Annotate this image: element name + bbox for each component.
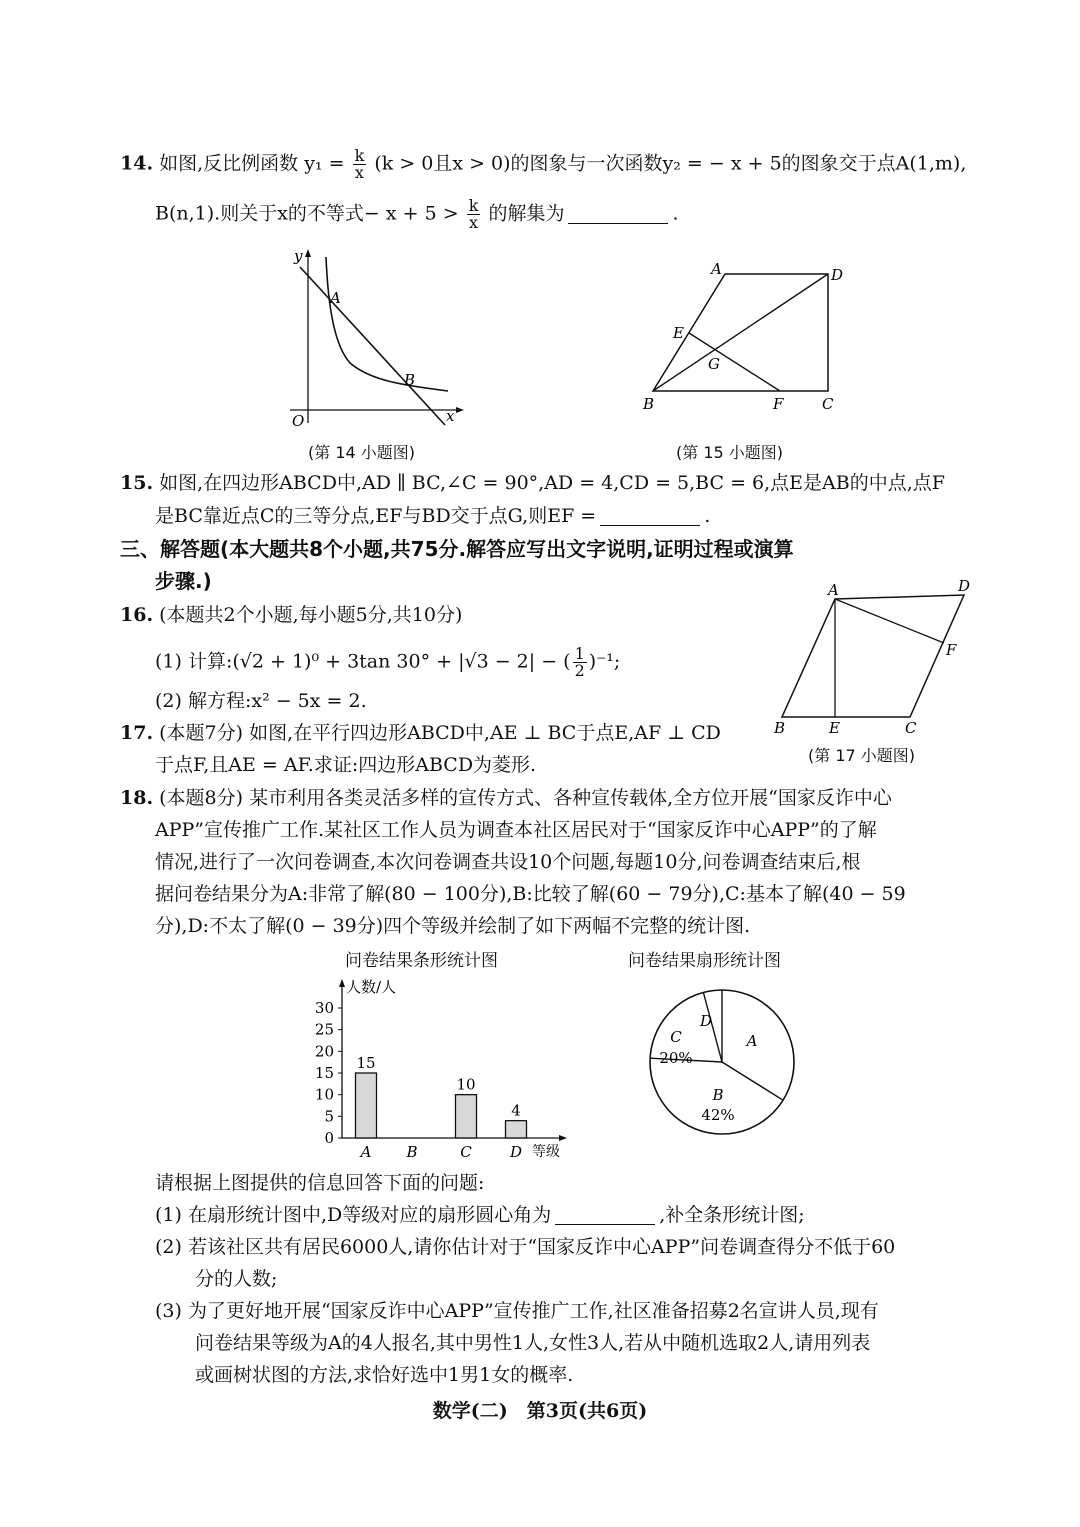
fig15-caption: (第 15 小题图) <box>676 443 784 462</box>
figure-14 <box>280 245 470 435</box>
bar-y-tick-label: 15 <box>314 1064 334 1082</box>
bar-x-arrow <box>559 1135 567 1141</box>
pie-slice-label: D <box>699 1012 713 1030</box>
q18-sub1-answer-blank <box>555 1206 655 1225</box>
fig14-hyperbola <box>326 257 448 391</box>
fig15-label-g: G <box>708 355 720 373</box>
pie-slice-label: C <box>670 1028 682 1046</box>
q16-fraction-one-half <box>573 646 587 679</box>
q18-sub2-line1: (2) 若该社区共有居民6000人,请你估计对于“国家反诈中心APP”问卷调查得分不低于60 <box>155 1236 896 1258</box>
q18-sub2-line2: 分的人数; <box>195 1268 278 1290</box>
bar-x-tick-label: B <box>406 1143 418 1161</box>
pie-slice-percent: 20% <box>659 1049 693 1067</box>
fig14-y-arrow <box>305 249 311 257</box>
fraction-denominator: x <box>354 163 364 182</box>
fig17-segment-af <box>835 599 944 643</box>
bar-y-arrow <box>339 979 345 987</box>
bar-chart <box>300 972 590 1162</box>
page-footer: 数学(二) 第3页(共6页) <box>432 1400 648 1422</box>
fig17-label-a: A <box>828 581 839 599</box>
bar <box>506 1121 527 1138</box>
fig14-line <box>300 267 445 425</box>
fig14-caption: (第 14 小题图) <box>308 443 416 462</box>
q18-sub3-line2: 问卷结果等级为A的4人报名,其中男性1人,女性3人,若从中随机选取2人,请用列表 <box>195 1332 871 1354</box>
fraction-denominator: x <box>469 213 479 232</box>
q14-y1: y₁ = <box>304 152 345 175</box>
q16-line1 <box>120 602 462 628</box>
q14-fraction-k-over-x-2 <box>467 198 481 231</box>
q14-number: 14. <box>120 152 154 175</box>
q15-number: 15. <box>120 472 154 494</box>
fig17-label-d: D <box>958 577 971 595</box>
fig17-label-b: B <box>774 719 786 737</box>
figure-17 <box>770 575 980 740</box>
figure-15 <box>635 258 850 418</box>
bar-y-tick-label: 5 <box>324 1107 334 1126</box>
fraction-numerator: 1 <box>574 644 585 663</box>
q15-text-b: 是BC靠近点C的三等分点,EF与BD交于点G,则EF = <box>155 505 597 527</box>
q18-sub1-text-b: ,补全条形统计图; <box>659 1204 805 1226</box>
q17-number: 17. <box>120 722 154 744</box>
q17-text-a: (本题7分) 如图,在平行四边形ABCD中,AE ⊥ BC于点E,AF ⊥ CD <box>159 722 721 744</box>
q15-line2 <box>155 503 710 529</box>
q15-text-a: 如图,在四边形ABCD中,AD ∥ BC,∠C = 90°,AD = 4,CD = 5,BC = 6,点E是AB的中点,点F <box>159 472 945 494</box>
bar-y-tick-label: 10 <box>314 1085 334 1104</box>
bar-data-label: 15 <box>356 1054 376 1072</box>
q18-text-5: 分),D:不太了解(0 − 39分)四个等级并绘制了如下两幅不完整的统计图. <box>155 915 751 937</box>
fig15-label-e: E <box>673 324 684 342</box>
fig17-label-f: F <box>946 641 957 659</box>
fig17-caption: (第 17 小题图) <box>808 746 916 765</box>
q16-head: (本题共2个小题,每小题5分,共10分) <box>159 604 463 626</box>
q14-answer-blank <box>568 205 668 224</box>
q15-line1 <box>120 470 945 496</box>
fig14-label-b: B <box>404 371 416 389</box>
fig14-label-a: A <box>330 289 341 307</box>
fig14-label-o: O <box>292 412 305 430</box>
pie-slice-label: B <box>712 1086 724 1104</box>
q16-part1 <box>155 646 620 679</box>
fig15-label-b: B <box>643 395 655 413</box>
q14-line1 <box>120 148 966 181</box>
q18-text-2: APP”宣传推广工作.某社区工作人员为调查本社区居民对于“国家反诈中心APP”的了解 <box>155 819 877 841</box>
fig15-label-a: A <box>711 260 722 278</box>
fraction-numerator: k <box>468 196 479 215</box>
bar-y-tick-label: 0 <box>324 1129 334 1147</box>
fig15-segment-ef <box>689 333 780 391</box>
bar-x-tick-label: A <box>360 1143 372 1161</box>
q14-line2 <box>155 198 679 231</box>
pie-slice-percent: 42% <box>701 1106 735 1124</box>
fig15-label-f: F <box>773 395 784 413</box>
fig17-label-c: C <box>905 719 917 737</box>
pie-chart <box>640 980 810 1150</box>
fig17-label-e: E <box>829 719 840 737</box>
fig15-label-d: D <box>831 266 844 284</box>
bar-y-tick-label: 25 <box>314 1020 334 1039</box>
q18-sub1 <box>155 1202 805 1228</box>
q18-sub1-text-a: (1) 在扇形统计图中,D等级对应的扇形圆心角为 <box>155 1204 552 1226</box>
q14-text-c: B(n,1).则关于x的不等式− x + 5 > <box>155 202 459 225</box>
pie-chart-title: 问卷结果扇形统计图 <box>628 951 781 971</box>
q14-text-a: 如图,反比例函数 <box>159 152 299 175</box>
bar-y-label: 人数/人 <box>346 978 397 996</box>
section-3-heading-line2: 步骤.) <box>155 569 212 593</box>
section-3-heading-line1: 三、解答题(本大题共8个小题,共75分.解答应写出文字说明,证明过程或演算 <box>120 537 794 561</box>
q18-number: 18. <box>120 787 154 809</box>
q18-text-3: 情况,进行了一次问卷调查,本次问卷调查共设10个问题,每题10分,问卷调查结束后,根 <box>155 851 861 873</box>
bar-x-tick-label: C <box>460 1143 472 1161</box>
q17-line2: 于点F,且AE = AF.求证:四边形ABCD为菱形. <box>155 754 537 776</box>
q14-fraction-k-over-x <box>353 148 367 181</box>
q18-sub3-line3: 或画树状图的方法,求恰好选中1男1女的概率. <box>195 1364 574 1386</box>
q18-line1 <box>120 785 892 811</box>
bar <box>356 1073 377 1138</box>
bar-chart-title: 问卷结果条形统计图 <box>345 951 498 971</box>
fraction-denominator: 2 <box>574 661 585 680</box>
q14-text-d: 的解集为 <box>488 202 565 225</box>
q18-sub3-line1: (3) 为了更好地开展“国家反诈中心APP”宣传推广工作,社区准备招募2名宣讲人员,现有 <box>155 1300 879 1322</box>
fig15-label-c: C <box>822 395 834 413</box>
q15-answer-blank <box>600 507 700 526</box>
q14-period: . <box>672 202 679 225</box>
q18-text-1: (本题8分) 某市利用各类灵活多样的宣传方式、各种宣传载体,全方位开展“国家反诈中心 <box>159 787 892 809</box>
bar <box>456 1095 477 1138</box>
bar-x-label: 等级 <box>532 1144 560 1160</box>
bar-y-tick-label: 30 <box>314 999 334 1017</box>
pie-slice-label: A <box>746 1032 758 1050</box>
q16-part1-text-b: )⁻¹; <box>588 650 621 673</box>
bar-x-tick-label: D <box>509 1143 523 1161</box>
q14-text-b: (k > 0且x > 0)的图象与一次函数y₂ = − x + 5的图象交于点A(1,m), <box>374 152 967 175</box>
fig14-label-x: x <box>446 407 455 425</box>
bar-data-label: 4 <box>511 1101 521 1120</box>
q16-part1-text-a: (1) 计算:(√2 + 1)⁰ + 3tan 30° + |√3 − 2| − ( <box>155 650 571 673</box>
bar-y-tick-label: 20 <box>314 1042 334 1061</box>
fig14-x-arrow <box>456 407 464 413</box>
q15-period: . <box>704 505 711 527</box>
fig14-label-y: y <box>294 247 303 265</box>
q17-line1 <box>120 720 721 746</box>
bar-data-label: 10 <box>456 1075 476 1094</box>
q18-ask: 请根据上图提供的信息回答下面的问题: <box>155 1172 485 1194</box>
q16-part2: (2) 解方程:x² − 5x = 2. <box>155 690 367 712</box>
q18-text-4: 据问卷结果分为A:非常了解(80 − 100分),B:比较了解(60 − 79分),C:基本了解(40 − 59 <box>155 883 906 905</box>
fig17-parallelogram <box>782 595 964 717</box>
q16-number: 16. <box>120 604 154 626</box>
fraction-numerator: k <box>354 146 365 165</box>
